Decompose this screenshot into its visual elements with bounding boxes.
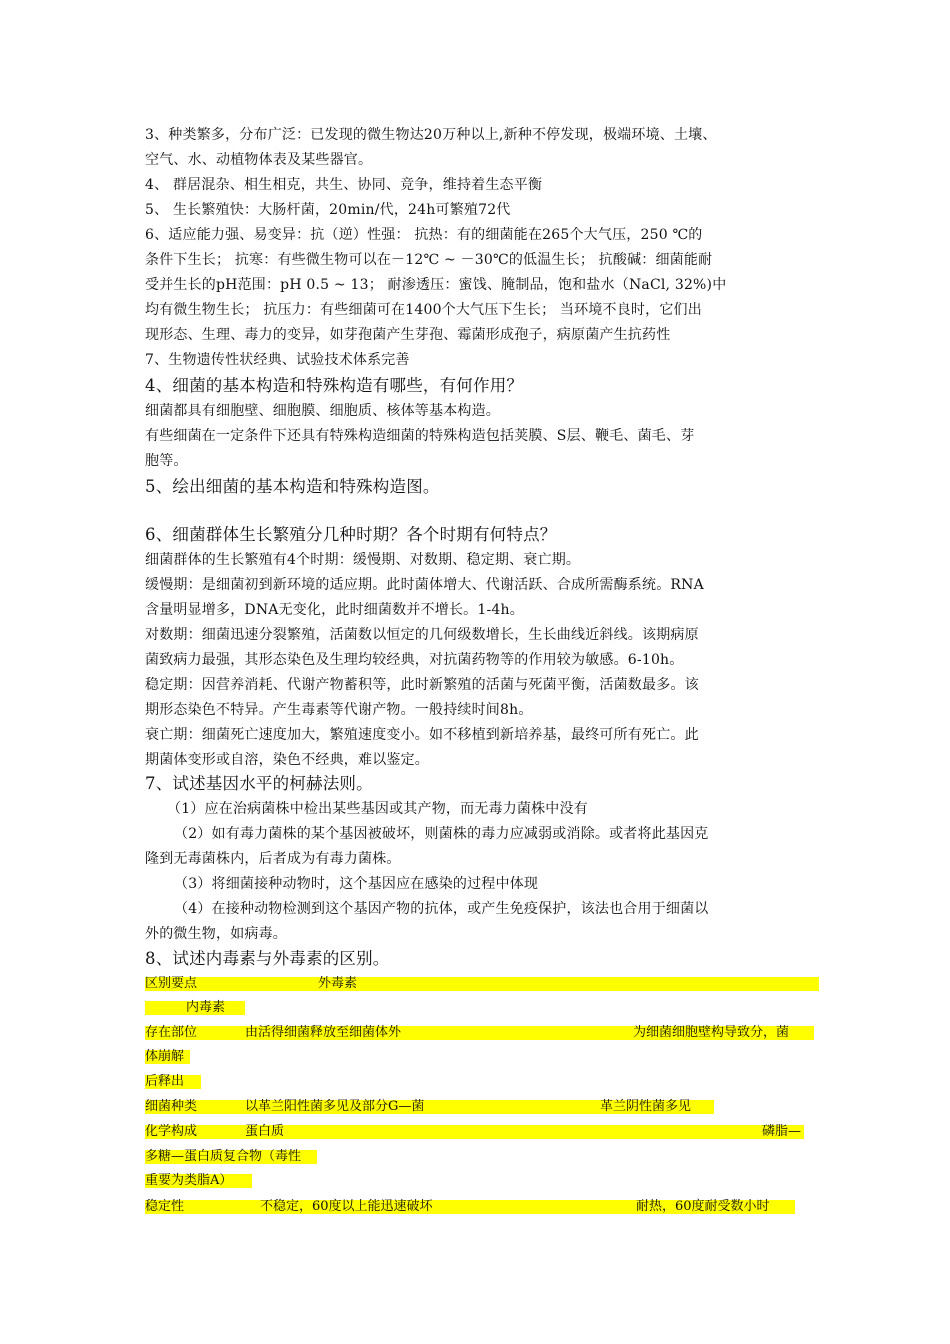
text-line: 现形态、生理、毒力的变异，如芽孢菌产生芽孢、霉菌形成孢子，病原菌产生抗药性 <box>145 327 671 343</box>
text-line: 4、 群居混杂、相生相克，共生、协同、竞争，维持着生态平衡 <box>145 177 543 193</box>
table-cell: 以革兰阳性菌多见及部分G—菌 <box>245 1099 425 1114</box>
table-cell: 耐热，60度耐受数小时 <box>636 1199 770 1214</box>
table-cell: 磷脂— <box>762 1124 802 1139</box>
text-line: （1）应在治病菌株中检出某些基因或其产物，而无毒力菌株中没有 <box>167 801 588 817</box>
question-heading: 7、试述基因水平的柯赫法则。 <box>145 774 373 793</box>
text-line: 隆到无毒菌株内，后者成为有毒力菌株。 <box>145 851 401 867</box>
text-line: 缓慢期：是细菌初到新环境的适应期。此时菌体增大、代谢活跃、合成所需酶系统。RNA <box>145 577 704 593</box>
text-line: 稳定期：因营养消耗、代谢产物蓄积等，此时新繁殖的活菌与死菌平衡，活菌数最多。该 <box>145 677 699 693</box>
text-line: 条件下生长； 抗寒：有些微生物可以在－12℃ ~ －30℃的低温生长； 抗酸碱：细菌能耐 <box>145 252 713 268</box>
table-cell: 后释出 <box>145 1074 185 1089</box>
table-row-label: 稳定性 <box>145 1199 185 1214</box>
table-cell: 为细菌细胞壁构导致分，菌 <box>633 1025 790 1040</box>
text-line: 外的微生物，如病毒。 <box>145 926 287 942</box>
question-heading: 8、试述内毒素与外毒素的区别。 <box>145 949 390 968</box>
text-line: 含量明显增多，DNA无变化，此时细菌数并不增长。1-4h。 <box>145 602 524 618</box>
question-heading: 6、细菌群体生长繁殖分几种时期？各个时期有何特点？ <box>145 525 557 544</box>
table-row-label: 细菌种类 <box>145 1099 198 1114</box>
text-line: 期菌体变形或自溶，染色不经典，难以鉴定。 <box>145 752 429 768</box>
question-heading: 4、细菌的基本构造和特殊构造有哪些，有何作用？ <box>145 376 524 395</box>
table-cell: 蛋白质 <box>245 1124 285 1139</box>
text-line: 7、生物遗传性状经典、试验技术体系完善 <box>145 352 410 368</box>
table-cell: 多糖—蛋白质复合物（毒性 <box>145 1149 302 1164</box>
text-line: 细菌都具有细胞壁、细胞膜、细胞质、核体等基本构造。 <box>145 403 500 419</box>
highlight-band <box>145 1125 804 1139</box>
table-header-cell: 区别要点 <box>145 976 198 991</box>
text-line: 6、适应能力强、易变异：抗（逆）性强： 抗热：有的细菌能在265个大气压，250 ℃的 <box>145 227 703 243</box>
text-line: 均有微生物生长； 抗压力：有些细菌可在1400个大气压下生长； 当环境不良时，它们出 <box>145 302 702 318</box>
text-line: 细菌群体的生长繁殖有4个时期：缓慢期、对数期、稳定期、衰亡期。 <box>145 552 581 568</box>
text-line: 受并生长的pH范围：pH 0.5 ~ 13； 耐渗透压：蜜饯、腌制品，饱和盐水（NaCl, 32%)中 <box>145 277 727 293</box>
text-line: 3、种类繁多，分布广泛：已发现的微生物达20万种以上,新种不停发现，极端环境、土壤、 <box>145 127 717 143</box>
text-line: 5、 生长繁殖快：大肠杆菌，20min/代，24h可繁殖72代 <box>145 202 511 218</box>
table-header-cell: 内毒素 <box>186 1000 226 1015</box>
text-line: 期形态染色不特异。产生毒素等代谢产物。一般持续时间8h。 <box>145 702 533 718</box>
text-line: 衰亡期：细菌死亡速度加大，繁殖速度变小。如不移植到新培养基，最终可所有死亡。此 <box>145 727 699 743</box>
table-cell: 重要为类脂A） <box>145 1173 233 1188</box>
text-line: 对数期：细菌迅速分裂繁殖，活菌数以恒定的几何级数增长，生长曲线近斜线。该期病原 <box>145 627 699 643</box>
text-line: 空气、水、动植物体表及某些器官。 <box>145 152 373 168</box>
table-row-label: 存在部位 <box>145 1025 198 1040</box>
text-line: （4）在接种动物检测到这个基因产物的抗体，或产生免疫保护，该法也合用于细菌以 <box>174 901 709 917</box>
table-header-cell: 外毒素 <box>318 976 358 991</box>
table-cell: 由活得细菌释放至细菌体外 <box>245 1025 402 1040</box>
table-cell: 革兰阴性菌多见 <box>600 1099 692 1114</box>
table-row-label: 化学构成 <box>145 1124 198 1139</box>
highlight-band <box>145 977 819 991</box>
text-line: 胞等。 <box>145 453 188 469</box>
table-cell: 体崩解 <box>145 1049 185 1064</box>
text-line: 有些细菌在一定条件下还具有特殊构造细菌的特殊构造包括荚膜、S层、鞭毛、菌毛、芽 <box>145 428 695 444</box>
text-line: 菌致病力最强，其形态染色及生理均较经典，对抗菌药物等的作用较为敏感。6-10h。 <box>145 652 684 668</box>
question-heading: 5、绘出细菌的基本构造和特殊构造图。 <box>145 477 440 496</box>
text-line: （3）将细菌接种动物时，这个基因应在感染的过程中体现 <box>174 876 539 892</box>
table-cell: 不稳定，60度以上能迅速破坏 <box>260 1199 433 1214</box>
text-line: （2）如有毒力菌株的某个基因被破坏，则菌株的毒力应减弱或消除。或者将此基因克 <box>174 826 709 842</box>
